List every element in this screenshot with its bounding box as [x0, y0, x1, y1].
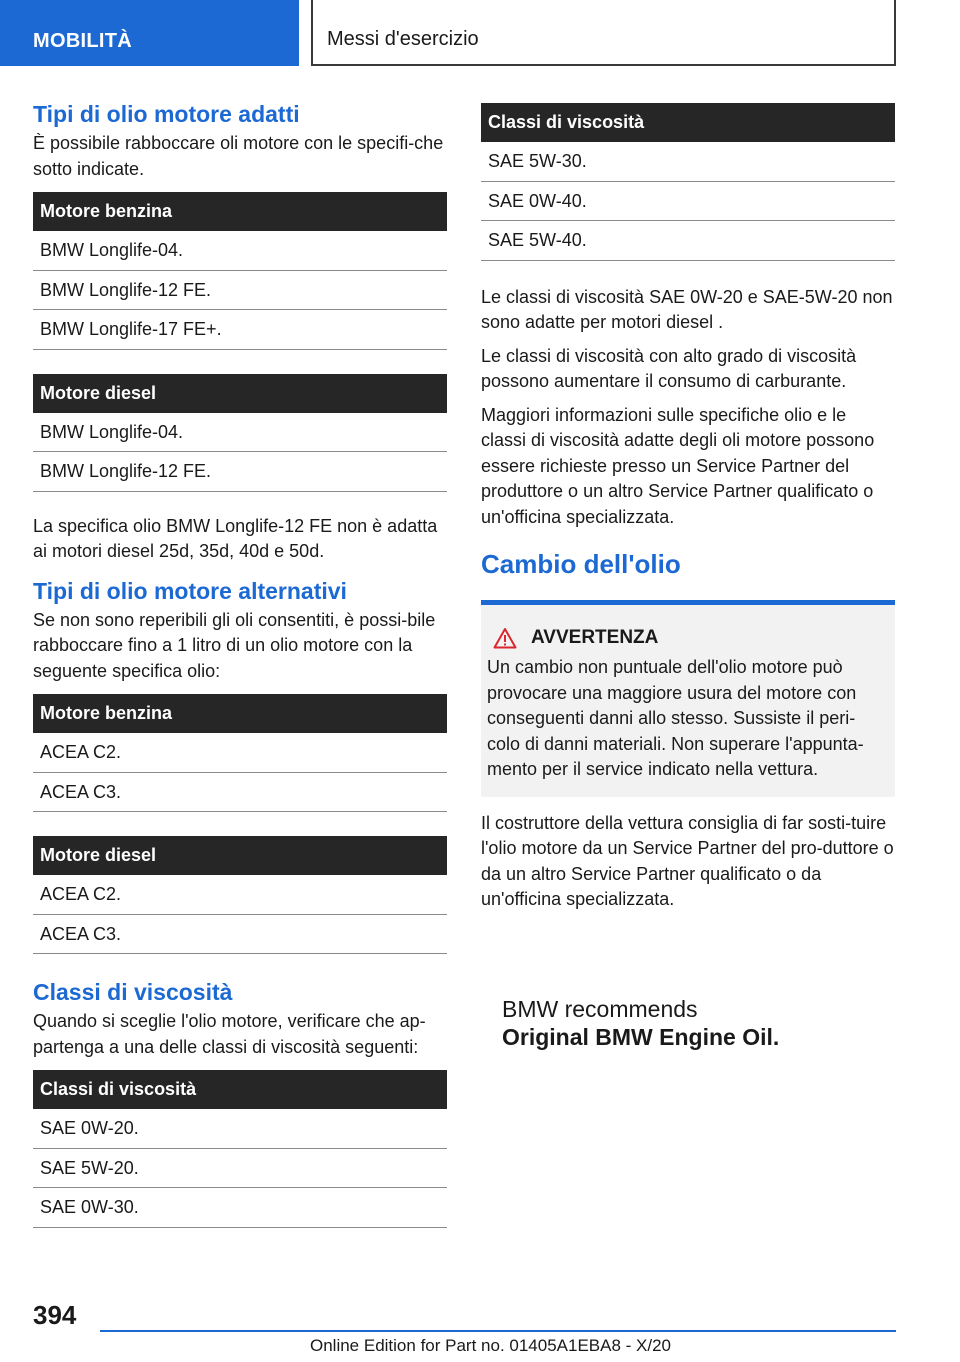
paragraph-alternative-oils: Se non sono reperibili gli oli consentiti, è possi-bile rabboccare fino a 1 litro di un olio motore con la seguente specifica olio:	[33, 609, 436, 681]
paragraph-more-info: Maggiori informazioni sulle specifiche olio e le classi di viscosità adatte degli oli motore possono essere richieste presso un Service Partner del produttore o un altro Service Partner qualificato o un'officina specializzata.	[481, 404, 875, 527]
table-header: Motore benzina	[33, 694, 447, 733]
right-column	[481, 103, 895, 921]
table-row: ACEA C2.	[33, 733, 447, 773]
edition-label: Online Edition for Part no. 01405A1EBA8 - X/20	[310, 1336, 672, 1355]
heading-alternative-oils: Tipi di olio motore alternativi	[33, 577, 347, 604]
footer-divider	[100, 1330, 896, 1332]
section-tab: MOBILITÀ	[0, 0, 299, 66]
table-header: Motore benzina	[33, 192, 447, 231]
table-row: SAE 0W-30.	[33, 1188, 447, 1228]
table-row: BMW Longlife-04.	[33, 231, 447, 271]
warning-box	[481, 600, 895, 797]
warning-title: AVVERTENZA	[531, 627, 659, 648]
table-header: Motore diesel	[33, 374, 447, 413]
table-diesel-specs	[33, 374, 447, 492]
table-row: SAE 0W-40.	[481, 182, 895, 222]
table-header: Classi di viscosità	[481, 103, 895, 142]
table-row: BMW Longlife-12 FE.	[33, 452, 447, 492]
paragraph-high-viscosity: Le classi di viscosità con alto grado di viscosità possono aumentare il consumo di carburante.	[481, 345, 857, 391]
left-column	[33, 100, 447, 1252]
table-row: SAE 0W-20.	[33, 1109, 447, 1149]
paragraph-longlife-note: La specifica olio BMW Longlife-12 FE non è adatta ai motori diesel 25d, 35d, 40d e 50d.	[33, 515, 438, 561]
table-header: Classi di viscosità	[33, 1070, 447, 1109]
table-viscosity-1	[33, 1070, 447, 1228]
paragraph-viscosity: Quando si sceglie l'olio motore, verificare che ap-partenga a una delle classi di viscosità seguenti:	[33, 1011, 426, 1057]
table-row: ACEA C3.	[33, 773, 447, 813]
paragraph-diesel-viscosity: Le classi di viscosità SAE 0W-20 e SAE-5W-20 non sono adatte per motori diesel .	[481, 286, 893, 332]
table-petrol-specs	[33, 192, 447, 350]
paragraph-suitable-oils: È possibile rabboccare oli motore con le specifi-che sotto indicate.	[33, 133, 444, 179]
table-row: BMW Longlife-17 FE+.	[33, 310, 447, 350]
table-viscosity-2	[481, 103, 895, 261]
table-row: SAE 5W-20.	[33, 1149, 447, 1189]
heading-oil-change: Cambio dell'olio	[481, 549, 681, 579]
chapter-title: Messi d'esercizio	[311, 0, 896, 66]
table-row: SAE 5W-30.	[481, 142, 895, 182]
bmw-oil-advert	[502, 995, 862, 1051]
ad-line-recommends: BMW recommends	[502, 996, 698, 1022]
page-footer	[0, 1300, 960, 1362]
table-header: Motore diesel	[33, 836, 447, 875]
warning-triangle-icon	[493, 627, 517, 649]
table-petrol-alternative	[33, 694, 447, 812]
table-row: BMW Longlife-12 FE.	[33, 271, 447, 311]
page-number: 394	[33, 1300, 77, 1330]
heading-suitable-oils: Tipi di olio motore adatti	[33, 101, 300, 127]
heading-viscosity: Classi di viscosità	[33, 979, 233, 1005]
table-row: BMW Longlife-04.	[33, 413, 447, 453]
paragraph-oil-change-advice: Il costruttore della vettura consiglia di far sosti-tuire l'olio motore da un Service Partner del pro-duttore o da un altro Service Partner qualificato o da un'officina specializzata.	[481, 812, 894, 909]
ad-line-engine-oil: Original BMW Engine Oil.	[502, 1024, 780, 1050]
page-header	[0, 0, 960, 66]
table-row: SAE 5W-40.	[481, 221, 895, 261]
table-row: ACEA C2.	[33, 875, 447, 915]
table-row: ACEA C3.	[33, 915, 447, 955]
table-diesel-alternative	[33, 836, 447, 954]
warning-text: Un cambio non puntuale dell'olio motore può provocare una maggiore usura del motore con conseguenti danni allo stesso. Sussiste il peri-colo di danni materiali. Non superare l'appunta-mento per il service indicato nella vettura.	[487, 657, 864, 779]
